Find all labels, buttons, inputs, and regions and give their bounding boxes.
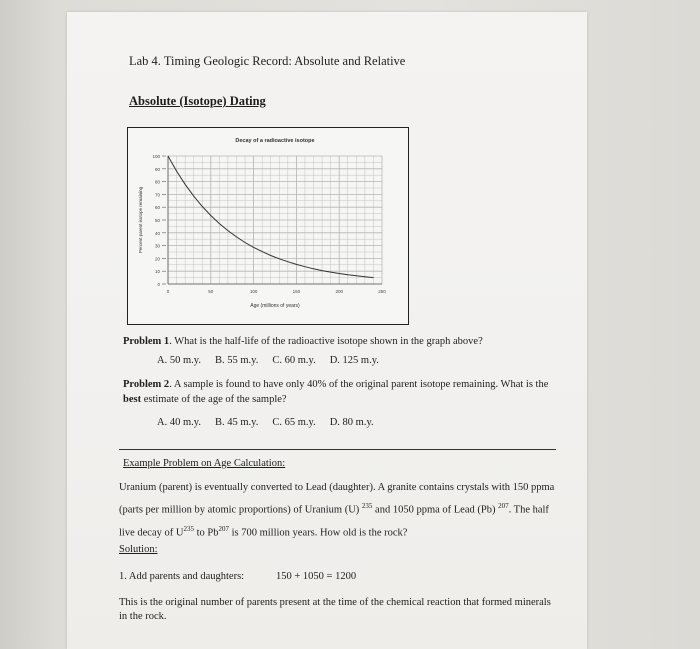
solution-line-1: This is the original number of parents present at the time of the chemical reaction that formed minerals (119, 597, 551, 608)
y-tick-label: 60 (154, 205, 160, 211)
superscript-u235-b: 235 (183, 524, 194, 533)
chart-title: Decay of a radioactive isotope (235, 138, 315, 144)
data-point (193, 196, 194, 197)
data-point (305, 266, 306, 267)
data-point (245, 242, 246, 243)
example-paragraph (119, 478, 559, 542)
solution-line-2: in the rock. (119, 611, 167, 622)
problem-2-text-line1: . A sample is found to have only 40% of the original parent isotope remaining. What is the (169, 379, 549, 390)
x-tick-label: 200 (335, 289, 343, 294)
data-point (236, 236, 237, 237)
data-point (270, 255, 271, 256)
example-line-3a: live decay of U (119, 527, 184, 538)
example-heading: Example Problem on Age Calculation: (123, 458, 286, 469)
step-1-equation: 150 + 1050 = 1200 (276, 571, 357, 582)
y-tick-label: 80 (154, 179, 160, 185)
divider (119, 449, 556, 450)
decay-chart-svg (128, 128, 408, 324)
data-point (185, 184, 186, 185)
x-tick-label: 150 (292, 289, 301, 294)
y-tick-label: 40 (154, 230, 160, 236)
step-1-label: 1. Add parents and daughters: (119, 571, 245, 582)
problem-1 (123, 334, 573, 349)
problem-2 (123, 377, 563, 407)
section-heading: Absolute (Isotope) Dating (129, 94, 266, 108)
y-axis-label: Percent parent isotope remaining (138, 186, 143, 254)
problem-2-option-d[interactable]: D. 80 m.y. (329, 417, 374, 428)
y-tick-label: 10 (154, 269, 160, 275)
y-tick-label: 20 (154, 256, 160, 262)
example-line-3c: is 700 million years. How old is the rock? (228, 527, 408, 538)
superscript-u235: 235 (361, 502, 373, 510)
example-line-2b: and 1050 ppma of Lead (Pb) (372, 504, 496, 516)
problem-1-option-b[interactable]: B. 55 m.y. (214, 355, 259, 366)
data-point (253, 247, 254, 248)
superscript-pb207-b: 207 (218, 524, 229, 533)
y-tick-label: 90 (154, 166, 160, 172)
data-point (339, 273, 340, 274)
x-tick-label: 250 (378, 289, 386, 294)
problem-2-option-b[interactable]: B. 45 m.y. (214, 417, 259, 428)
example-line-1: Uranium (parent) is eventually converted to Lead (daughter). A granite contains crystals with 150 ppma (119, 482, 555, 493)
problem-2-bold-word: best (123, 394, 142, 405)
problem-2-option-a[interactable]: A. 40 m.y. (157, 417, 201, 428)
data-point (262, 251, 263, 252)
example-line-2a: (parts per million by atomic proportions) of Uranium (U) (119, 504, 360, 516)
data-point (219, 223, 220, 224)
data-point (364, 276, 365, 277)
data-point (356, 275, 357, 276)
data-point (330, 272, 331, 273)
y-tick-label: 70 (154, 192, 160, 198)
decay-chart (127, 127, 409, 325)
data-point (296, 264, 297, 265)
x-tick-label: 100 (249, 289, 258, 294)
data-point (168, 156, 169, 157)
data-point (176, 171, 177, 172)
problem-1-option-c[interactable]: C. 60 m.y. (272, 355, 316, 366)
superscript-pb207: 207 (498, 502, 509, 510)
problem-1-option-a[interactable]: A. 50 m.y. (157, 355, 201, 366)
problem-2-text-line2: estimate of the age of the sample? (141, 394, 287, 405)
solution-step-1 (119, 571, 357, 582)
page-title: Lab 4. Timing Geologic Record: Absolute and Relative (129, 54, 406, 68)
solution-paragraph (119, 596, 559, 624)
x-tick-label: 50 (208, 289, 214, 294)
y-tick-label: 0 (157, 282, 160, 287)
problem-1-option-d[interactable]: D. 125 m.y. (329, 355, 379, 366)
data-point (322, 270, 323, 271)
problem-2-label: Problem 2 (123, 379, 170, 390)
problem-1-options (157, 355, 393, 366)
data-point (287, 261, 288, 262)
data-point (228, 230, 229, 231)
problem-1-text: . What is the half-life of the radioactive isotope shown in the graph above? (169, 336, 483, 347)
example-line-2 (119, 497, 559, 520)
x-axis-label: Age (millions of years) (250, 303, 300, 309)
data-point (279, 258, 280, 259)
example-line-3b: to Pb (193, 527, 219, 538)
example-line-2c: . The half (508, 504, 549, 516)
data-point (347, 274, 348, 275)
worksheet-page (67, 12, 587, 649)
y-tick-label: 30 (154, 243, 160, 249)
y-tick-label: 100 (152, 154, 160, 159)
y-tick-label: 50 (154, 218, 160, 223)
x-tick-label: 0 (166, 289, 170, 294)
problem-2-options (157, 417, 388, 428)
problem-1-label: Problem 1 (123, 336, 170, 347)
example-line-3 (119, 520, 559, 543)
solution-heading: Solution: (119, 544, 158, 555)
data-point (373, 277, 374, 278)
data-point (210, 215, 211, 216)
data-point (202, 206, 203, 207)
problem-2-option-c[interactable]: C. 65 m.y. (272, 417, 316, 428)
data-point (313, 268, 314, 269)
